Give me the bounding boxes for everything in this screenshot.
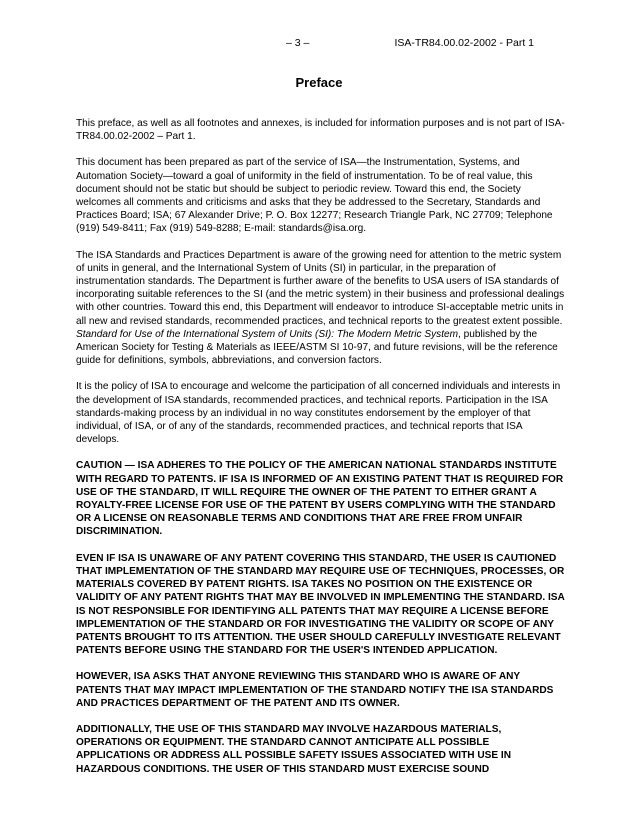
paragraph-metric-system: [76, 249, 566, 368]
caution-hazardous-use: ADDITIONALLY, THE USE OF THIS STANDARD MAY INVOLVE HAZARDOUS MATERIALS, OPERATIONS OR EQUIPMENT. THE STANDARD CANNOT ANTICIPATE ALL POSSIBLE APPLICATIONS OR ADDRESS ALL POSSIBLE SAFETY ISSUES ASSOCIATED WITH USE IN HAZARDOUS CONDITIONS. THE USER OF THIS STANDARD MUST EXERCISE SOUND: [76, 723, 512, 775]
caution-patent-unaware: EVEN IF ISA IS UNAWARE OF ANY PATENT COVERING THIS STANDARD, THE USER IS CAUTIONED THAT IMPLEMENTATION OF THE STANDARD MAY REQUIRE USE OF TECHNIQUES, PROCESSES, OR MATERIALS COVERED BY PATENT RIGHTS. ISA TAKES NO POSITION ON THE EXISTENCE OR VALIDITY OF ANY PATENT RIGHTS THAT MAY BE INVOLVED IN IMPLEMENTING THE STANDARD. ISA IS NOT RESPONSIBLE FOR IDENTIFYING ALL PATENTS THAT MAY REQUIRE A LICENSE BEFORE IMPLEMENTATION OF THE STANDARD OR FOR INVESTIGATING THE VALIDITY OR SCOPE OF ANY PATENTS BROUGHT TO ITS ATTENTION. THE USER SHOULD CAREFULLY INVESTIGATE RELEVANT PATENTS BEFORE USING THE STANDARD FOR THE USER'S INTENDED APPLICATION.: [76, 552, 565, 657]
page-title: Preface: [295, 75, 343, 90]
caution-patent-policy: CAUTION — ISA ADHERES TO THE POLICY OF THE AMERICAN NATIONAL STANDARDS INSTITUTE WITH REGARD TO PATENTS. IF ISA IS INFORMED OF AN EXISTING PATENT THAT IS REQUIRED FOR USE OF THE STANDARD, IT WILL REQUIRE THE OWNER OF THE PATENT TO EITHER GRANT A ROYALTY-FREE LICENSE FOR USE OF THE PATENT BY USERS COMPLYING WITH THE STANDARD OR A LICENSE ON REASONABLE TERMS AND CONDITIONS THAT ARE FREE FROM UNFAIR DISCRIMINATION.: [76, 460, 564, 538]
paragraph-metric-standard-title: Standard for Use of the International System of Units (SI): The Modern Metric System: [76, 328, 459, 340]
page-header: [0, 37, 638, 51]
paragraph-metric-text-2: , published by the American Society for Testing & Materials as IEEE/ASTM SI 10-97, and future revisions, will be the reference guide for definitions, symbols, abbreviations, and conversion factors.: [76, 328, 558, 367]
caution-patent-notify: HOWEVER, ISA ASKS THAT ANYONE REVIEWING THIS STANDARD WHO IS AWARE OF ANY PATENTS THAT MAY IMPACT IMPLEMENTATION OF THE STANDARD NOTIFY THE ISA STANDARDS AND PRACTICES DEPARTMENT OF THE PATENT AND ITS OWNER.: [76, 671, 554, 709]
page-number: – 3 –: [286, 37, 310, 49]
paragraph-metric-text-1: The ISA Standards and Practices Department is aware of the growing need for attention to the metric system of units in general, and the International System of Units (SI) in particular, in the preparation of instrumentation standards. The Department is further aware of the benefits to USA users of ISA standards of incorporating suitable references to the SI (and the metric system) in their business and professional dealings with other countries. Toward this end, this Department will endeavor to introduce SI-acceptable metric units in all new and revised standards, recommended practices, and technical reports to the greatest extent possible.: [76, 249, 565, 327]
document-id: ISA-TR84.00.02-2002 - Part 1: [394, 37, 534, 49]
paragraph-informative-note: This preface, as well as all footnotes and annexes, is included for information purposes and is not part of ISA-TR84.00.02-2002 – Part 1.: [76, 118, 565, 143]
paragraph-participation-policy: It is the policy of ISA to encourage and welcome the participation of all concerned individuals and interests in the development of ISA standards, recommended practices, and technical reports. Participation in the ISA standards-making process by an individual in no way constitutes endorsement by the employer of that individual, of ISA, or of any of the standards, recommended practices, and technical reports that ISA develops.: [76, 381, 561, 446]
document-body: [76, 117, 566, 789]
paragraph-service: This document has been prepared as part of the service of ISA—the Instrumentation, Systems, and Automation Society—toward a goal of uniformity in the field of instrumentation. To be of real value, this document should not be static but should be subject to periodic review. Toward this end, the Society welcomes all comments and criticisms and asks that they be addressed to the Secretary, Standards and Practices Board; ISA; 67 Alexander Drive; P. O. Box 12277; Research Triangle Park, NC 27709; Telephone (919) 549-8411; Fax (919) 549-8288; E-mail: standards@isa.org.: [76, 157, 553, 235]
